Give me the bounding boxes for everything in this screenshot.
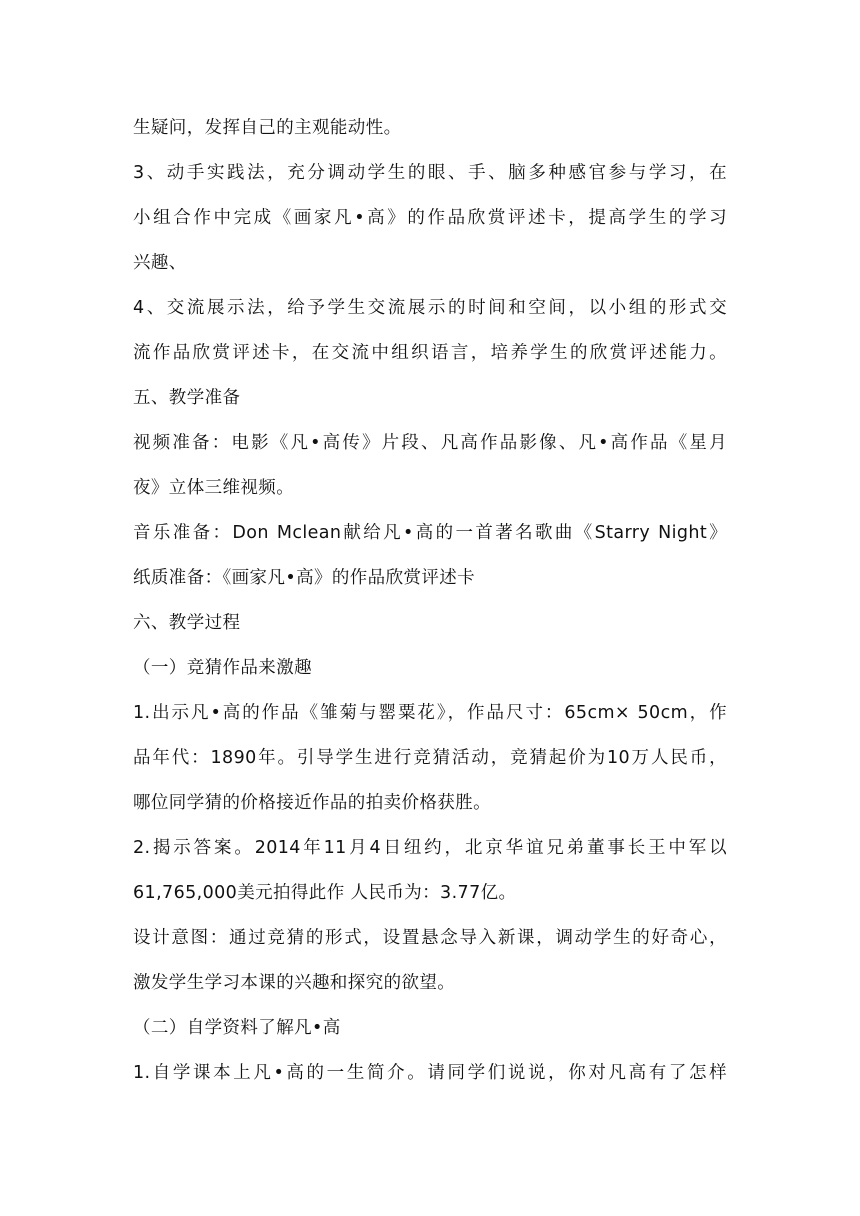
text-line: 设计意图：通过竞猜的形式，设置悬念导入新课，调动学生的好奇心， bbox=[133, 928, 727, 948]
text-line: 激发学生学习本课的兴趣和探究的欲望。 bbox=[133, 973, 456, 993]
text-line: 2.揭示答案。2014年11月4日纽约，北京华谊兄弟董事长王中军以 bbox=[133, 838, 727, 858]
text-line: 61,765,000美元拍得此作 人民币为：3.77亿。 bbox=[133, 883, 517, 903]
text-line: 1.出示凡•高的作品《雏菊与罂粟花》，作品尺寸：65cm× 50cm，作 bbox=[133, 703, 727, 723]
subsection-heading: （二）自学资料了解凡•高 bbox=[133, 1018, 341, 1038]
section-heading: 五、教学准备 bbox=[133, 388, 241, 408]
text-line: 视频准备：电影《凡•高传》片段、凡高作品影像、凡•高作品《星月 bbox=[133, 433, 727, 453]
subsection-heading: （一）竞猜作品来激趣 bbox=[133, 658, 312, 678]
text-line: 哪位同学猜的价格接近作品的拍卖价格获胜。 bbox=[133, 793, 491, 813]
text-line: 音乐准备：Don Mclean献给凡•高的一首著名歌曲《Starry Night》 bbox=[133, 523, 727, 543]
text-line: 夜》立体三维视频。 bbox=[133, 478, 295, 498]
text-line: 4、交流展示法，给予学生交流展示的时间和空间，以小组的形式交 bbox=[133, 298, 727, 318]
text-line: 兴趣、 bbox=[133, 253, 187, 273]
text-line: 3、动手实践法，充分调动学生的眼、手、脑多种感官参与学习，在 bbox=[133, 163, 727, 183]
text-line: 生疑问，发挥自己的主观能动性。 bbox=[133, 118, 402, 138]
text-line: 小组合作中完成《画家凡•高》的作品欣赏评述卡，提高学生的学习 bbox=[133, 208, 727, 228]
text-line: 1.自学课本上凡•高的一生简介。请同学们说说，你对凡高有了怎样 bbox=[133, 1063, 727, 1083]
text-line: 纸质准备：《画家凡•高》的作品欣赏评述卡 bbox=[133, 568, 476, 588]
text-line: 流作品欣赏评述卡，在交流中组织语言，培养学生的欣赏评述能力。 bbox=[133, 343, 727, 363]
text-line: 品年代：1890年。引导学生进行竞猜活动，竞猜起价为10万人民币， bbox=[133, 748, 727, 768]
section-heading: 六、教学过程 bbox=[133, 613, 241, 633]
